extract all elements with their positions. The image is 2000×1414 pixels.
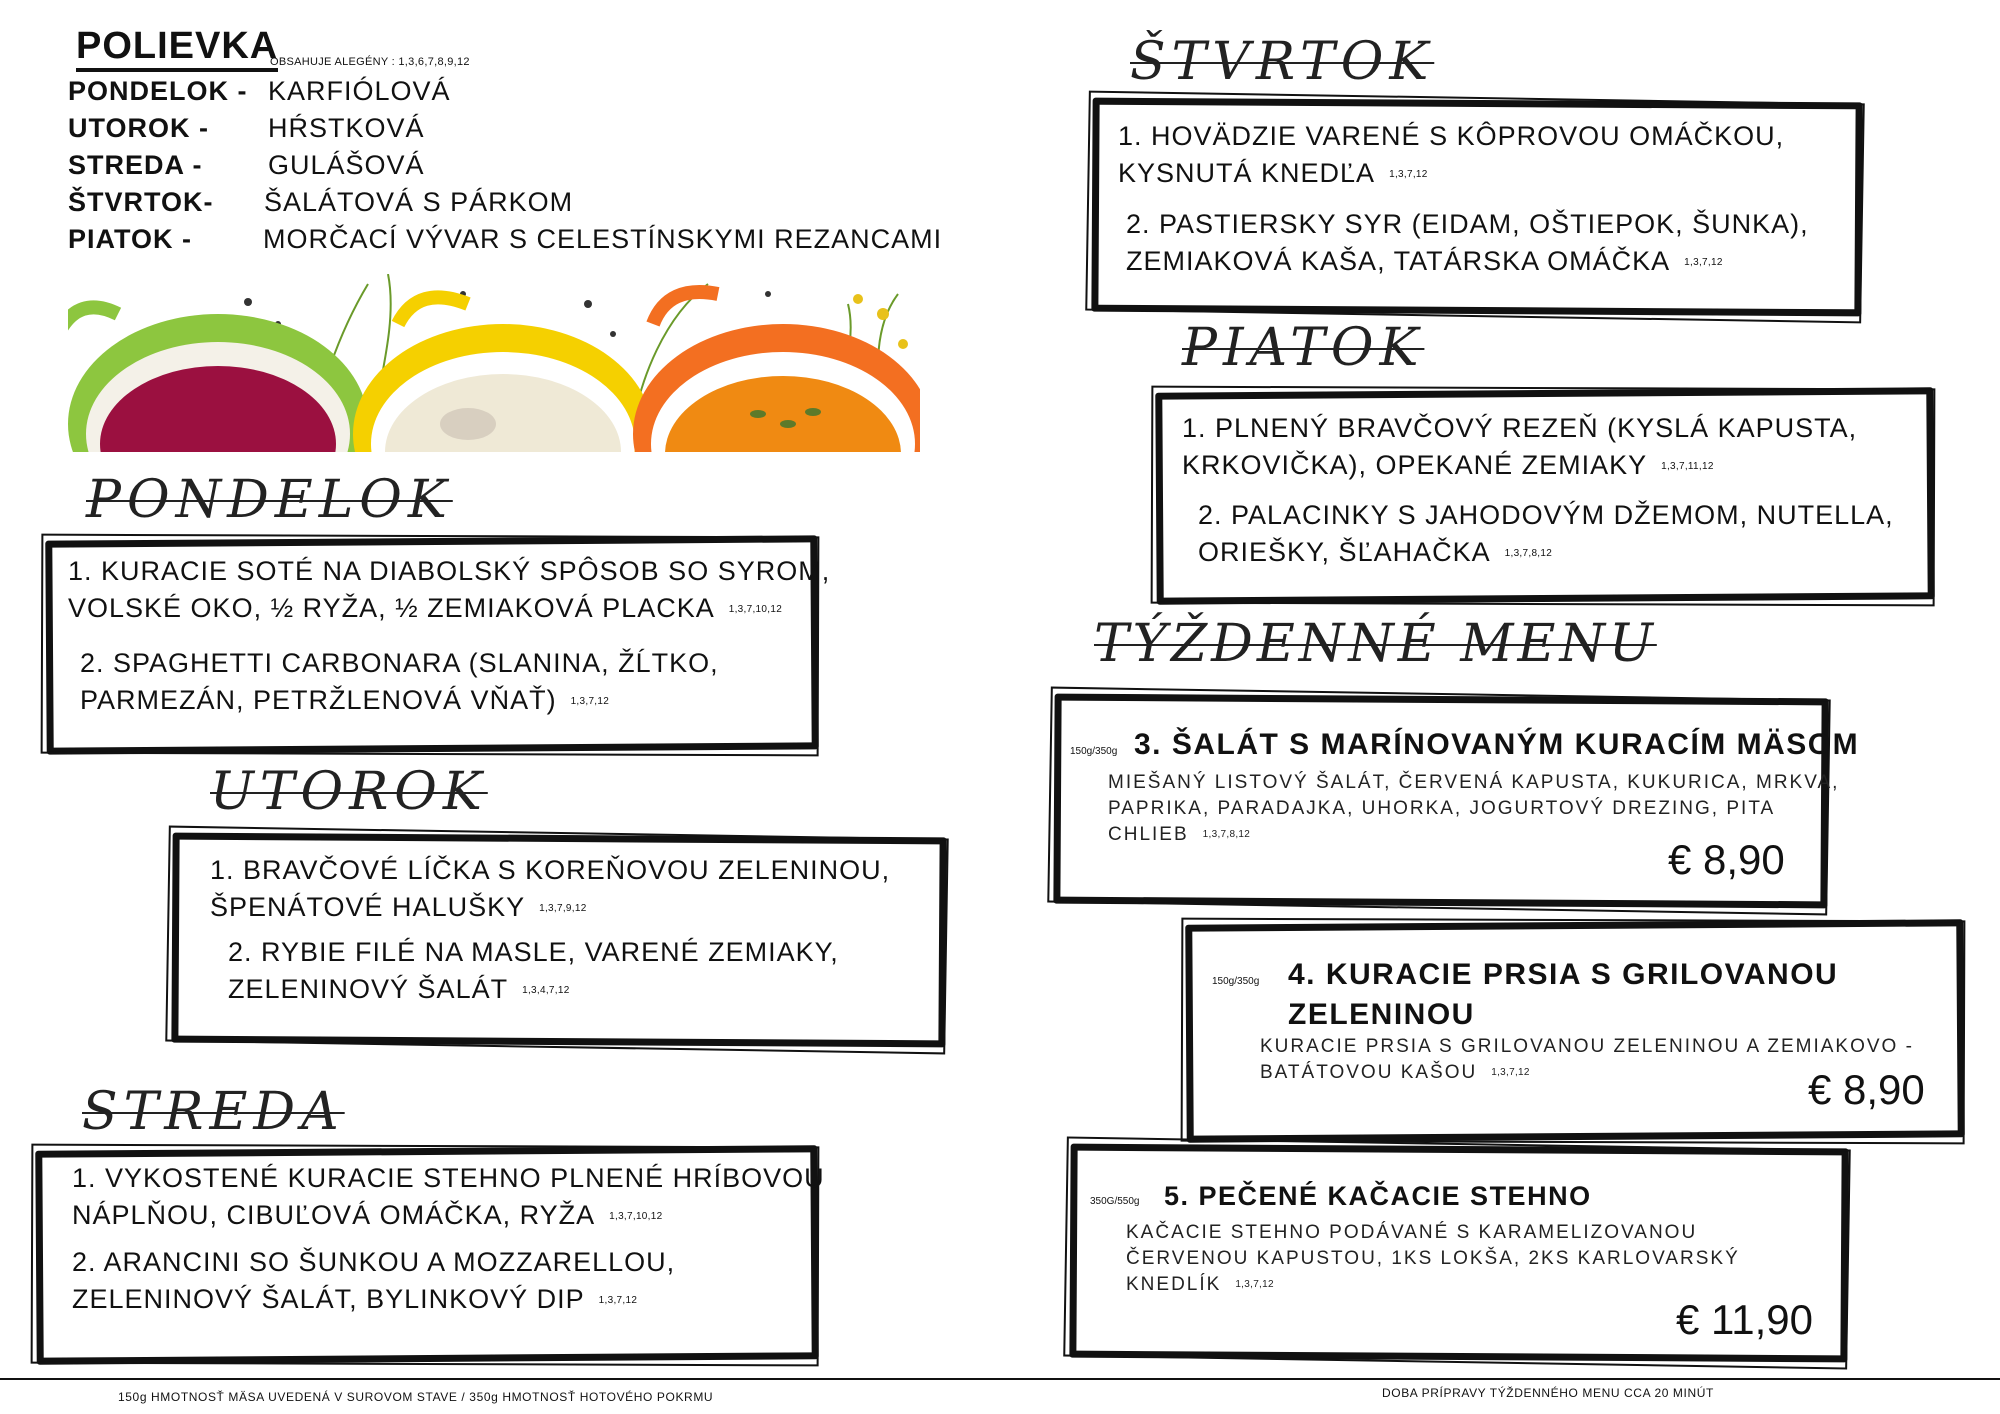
dish-pondelok-2	[80, 645, 719, 720]
allergen-codes: 1,3,7,10,12	[728, 604, 783, 616]
dish-line: ZEMIAKOVÁ KAŠA, TATÁRSKA OMÁČKA	[1126, 246, 1671, 276]
footer-weight-note: 150g HMOTNOSŤ MÄSA UVEDENÁ V SUROVOM STAVE / 350g HMOTNOSŤ HOTOVÉHO POKRMU	[118, 1390, 714, 1404]
allergen-codes: 1,3,7,11,12	[1661, 461, 1714, 473]
soup-name: ŠALÁTOVÁ S PÁRKOM	[264, 187, 574, 217]
weekly-item-title: 3. ŠALÁT S MARÍNOVANÝM KURACÍM MÄSOM	[1134, 728, 1860, 761]
dish-line: PARMEZÁN, PETRŽLENOVÁ VŇAŤ)	[80, 685, 557, 715]
footer-divider	[0, 1378, 2000, 1380]
dish-line: 1. KURACIE SOTÉ NA DIABOLSKÝ SPÔSOB SO SYROM,	[68, 556, 831, 586]
allergen-codes: 1,3,7,12	[1491, 1067, 1530, 1078]
soup-day: PIATOK -	[68, 224, 193, 254]
soup-row	[68, 222, 942, 256]
dish-line: 1. VYKOSTENÉ KURACIE STEHNO PLNENÉ HRÍBOVOU	[72, 1163, 825, 1193]
soup-row	[68, 185, 573, 219]
day-heading-stvrtok: ŠTVRTOK	[1130, 32, 1435, 92]
allergen-codes: 1,3,7,12	[1684, 257, 1723, 269]
soup-day: UTOROK -	[68, 113, 209, 143]
price: € 11,90	[1676, 1296, 1814, 1343]
soup-day: PONDELOK -	[68, 76, 248, 106]
weekly-item-desc	[1126, 1220, 1740, 1298]
title-line: 4. KURACIE PRSIA S GRILOVANOU	[1288, 958, 1839, 991]
weekly-item-title: 5. PEČENÉ KAČACIE STEHNO	[1164, 1181, 1592, 1211]
day-heading-utorok: UTOROK	[210, 762, 488, 822]
dish-line: 2. ARANCINI SO ŠUNKOU A MOZZARELLOU,	[72, 1247, 676, 1277]
desc-line: KAČACIE STEHNO PODÁVANÉ S KARAMELIZOVANOU	[1126, 1222, 1698, 1243]
dish-pondelok-1	[68, 553, 830, 628]
desc-line: KNEDLÍK	[1126, 1274, 1222, 1296]
soup-day: ŠTVRTOK-	[68, 187, 214, 217]
soup-title: POLIEVKA	[76, 26, 278, 72]
dish-line: ORIEŠKY, ŠĽAHAČKA	[1198, 537, 1491, 567]
allergen-codes: 1,3,7,12	[1235, 1279, 1274, 1290]
allergen-codes: 1,3,7,8,12	[1202, 829, 1251, 840]
soup-day: STREDA -	[68, 150, 203, 180]
soup-bowls-image	[68, 274, 920, 452]
portion-weight: 150g/350g	[1212, 976, 1260, 987]
price: € 8,90	[1668, 836, 1785, 883]
dish-stvrtok-1	[1118, 118, 1784, 193]
dish-line: ŠPENÁTOVÉ HALUŠKY	[210, 892, 526, 922]
soup-row	[68, 111, 425, 145]
dish-line: KYSNUTÁ KNEDĽA	[1118, 158, 1376, 188]
day-heading-streda: STREDA	[82, 1082, 345, 1142]
weekly-menu-heading: TÝŽDENNÉ MENU	[1094, 614, 1657, 674]
portion-weight: 350G/550g	[1090, 1196, 1140, 1207]
dish-utorok-2	[228, 934, 839, 1009]
portion-weight: 150g/350g	[1070, 746, 1118, 757]
footer-prep-time: DOBA PRÍPRAVY TÝŽDENNÉHO MENU CCA 20 MINÚT	[1382, 1386, 1714, 1400]
soup-row	[68, 74, 451, 108]
dish-line: 2. PALACINKY S JAHODOVÝM DŽEMOM, NUTELLA,	[1198, 500, 1894, 530]
desc-line: ČERVENOU KAPUSTOU, 1KS LOKŠA, 2KS KARLOVARSKÝ	[1126, 1248, 1740, 1269]
day-heading-piatok: PIATOK	[1182, 318, 1425, 378]
desc-line: MIEŠANÝ LISTOVÝ ŠALÁT, ČERVENÁ KAPUSTA, KUKURICA, MRKVA,	[1108, 772, 1840, 793]
soup-allergens: OBSAHUJE ALEGÉNY : 1,3,6,7,8,9,12	[270, 56, 470, 68]
dish-piatok-1	[1182, 410, 1857, 485]
dish-piatok-2	[1198, 497, 1894, 572]
dish-streda-2	[72, 1244, 675, 1319]
dish-line: 1. HOVÄDZIE VARENÉ S KÔPROVOU OMÁČKOU,	[1118, 121, 1785, 151]
allergen-codes: 1,3,7,9,12	[539, 903, 587, 915]
allergen-codes: 1,3,7,12	[1389, 169, 1428, 181]
weekly-item-title	[1288, 955, 1838, 1035]
allergen-codes: 1,3,7,8,12	[1504, 548, 1553, 560]
dish-utorok-1	[210, 852, 890, 927]
desc-line: PAPRIKA, PARADAJKA, UHORKA, JOGURTOVÝ DREZING, PITA	[1108, 798, 1776, 819]
day-heading-pondelok: PONDELOK	[86, 470, 453, 530]
soup-row	[68, 148, 425, 182]
dish-line: NÁPLŇOU, CIBUĽOVÁ OMÁČKA, RYŽA	[72, 1200, 596, 1230]
dish-stvrtok-2	[1126, 206, 1809, 281]
allergen-codes: 1,3,7,12	[570, 696, 610, 708]
dish-line: ZELENINOVÝ ŠALÁT	[228, 974, 509, 1004]
soup-name: HŔSTKOVÁ	[268, 113, 425, 143]
allergen-codes: 1,3,7,12	[598, 1295, 638, 1307]
desc-line: KURACIE PRSIA S GRILOVANOU ZELENINOU A ZEMIAKOVO -	[1260, 1036, 1914, 1057]
dish-line: 2. PASTIERSKY SYR (EIDAM, OŠTIEPOK, ŠUNKA),	[1126, 209, 1809, 239]
dish-line: KRKOVIČKA), OPEKANÉ ZEMIAKY	[1182, 450, 1648, 480]
allergen-codes: 1,3,7,10,12	[609, 1211, 663, 1223]
dish-line: 2. SPAGHETTI CARBONARA (SLANINA, ŽĹTKO,	[80, 648, 719, 678]
dish-streda-1	[72, 1160, 825, 1235]
dish-line: 1. BRAVČOVÉ LÍČKA S KOREŇOVOU ZELENINOU,	[210, 855, 891, 885]
title-line: ZELENINOU	[1288, 998, 1475, 1031]
desc-line: BATÁTOVOU KAŠOU	[1260, 1062, 1478, 1084]
dish-line: ZELENINOVÝ ŠALÁT, BYLINKOVÝ DIP	[72, 1284, 585, 1314]
price: € 8,90	[1808, 1066, 1925, 1113]
allergen-codes: 1,3,4,7,12	[522, 985, 570, 997]
dish-line: 2. RYBIE FILÉ NA MASLE, VARENÉ ZEMIAKY,	[228, 937, 839, 967]
soup-name: KARFIÓLOVÁ	[268, 76, 451, 106]
soup-name: MORČACÍ VÝVAR S CELESTÍNSKYMI REZANCAMI	[263, 224, 943, 254]
dish-line: VOLSKÉ OKO, ½ RYŽA, ½ ZEMIAKOVÁ PLACKA	[68, 593, 715, 623]
desc-line: CHLIEB	[1108, 824, 1189, 846]
soup-name: GULÁŠOVÁ	[268, 150, 425, 180]
dish-line: 1. PLNENÝ BRAVČOVÝ REZEŇ (KYSLÁ KAPUSTA,	[1182, 413, 1858, 443]
